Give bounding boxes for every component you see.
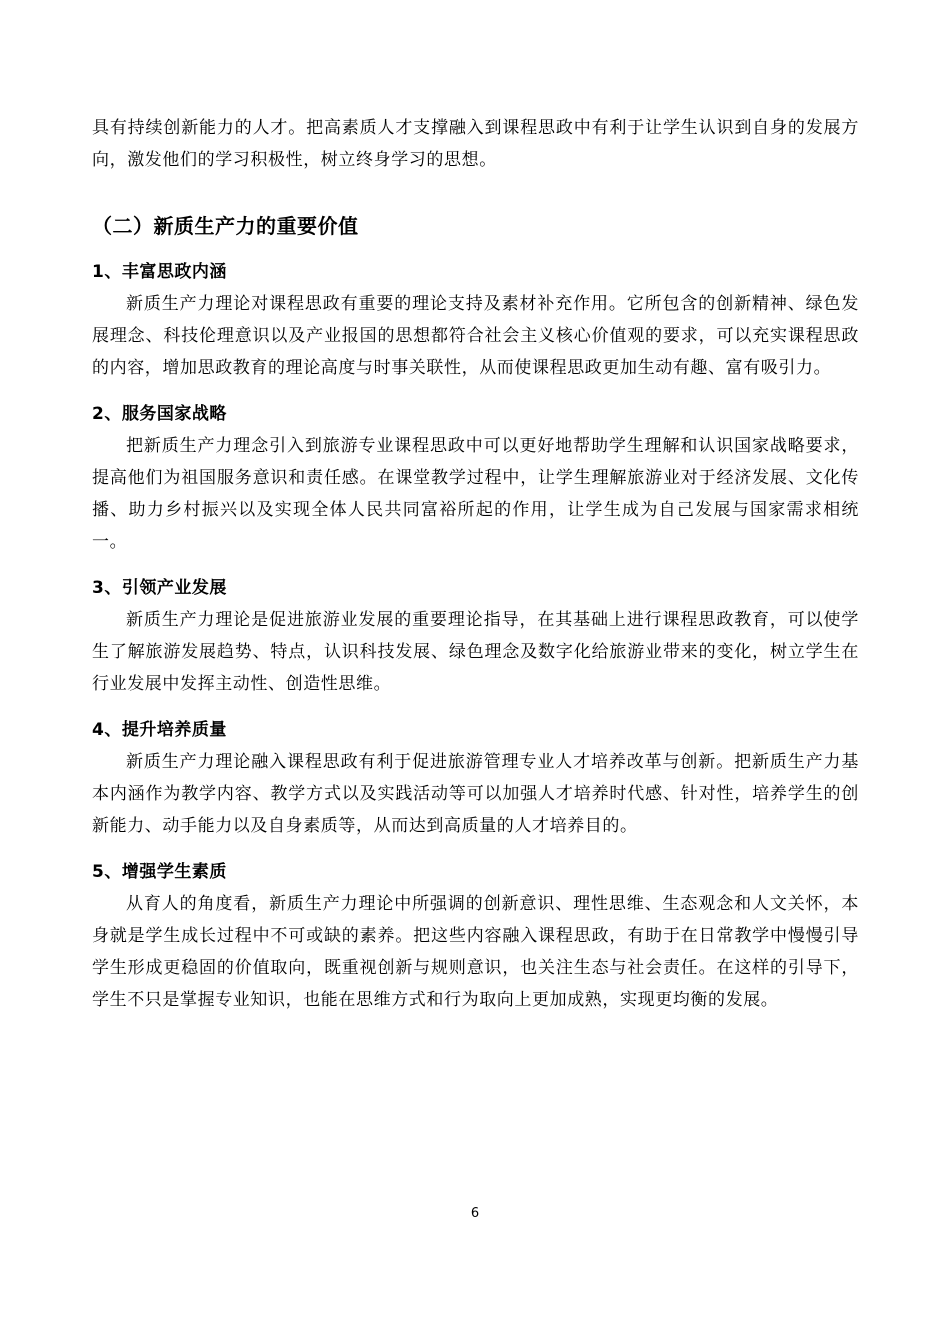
subsection-heading-2: 2、服务国家战略 [92,404,227,424]
subsection-body-3: 新质生产力理论是促进旅游业发展的重要理论指导，在其基础上进行课程思政教育，可以使学生了解旅游发展趋势、特点，认识科技发展、绿色理念及数字化给旅游业带来的变化，树立学生在行业发展中发挥主动性、创造性思维。 [92,610,859,694]
subsection-heading-3: 3、引领产业发展 [92,578,227,598]
subsection-body-5: 从育人的角度看，新质生产力理论中所强调的创新意识、理性思维、生态观念和人文关怀，本身就是学生成长过程中不可或缺的素养。把这些内容融入课程思政，有助于在日常教学中慢慢引导学生形成更稳固的价值取向，既重视创新与规则意识，也关注生态与社会责任。在这样的引导下，学生不只是掌握专业知识，也能在思维方式和行为取向上更加成熟，实现更均衡的发展。 [92,894,859,1010]
subsection-body-1: 新质生产力理论对课程思政有重要的理论支持及素材补充作用。它所包含的创新精神、绿色发展理念、科技伦理意识以及产业报国的思想都符合社会主义核心价值观的要求，可以充实课程思政的内容，增加思政教育的理论高度与时事关联性，从而使课程思政更加生动有趣、富有吸引力。 [92,294,859,378]
section-title: （二）新质生产力的重要价值 [92,214,359,238]
document-page [92,112,859,1016]
subsection-heading-4: 4、提升培养质量 [92,720,227,740]
subsection-body-4: 新质生产力理论融入课程思政有利于促进旅游管理专业人才培养改革与创新。把新质生产力基本内涵作为教学内容、教学方式以及实践活动等可以加强人才培养时代感、针对性，培养学生的创新能力、动手能力以及自身素质等，从而达到高质量的人才培养目的。 [92,752,859,836]
subsection-heading-1: 1、丰富思政内涵 [92,262,227,282]
intro-paragraph: 具有持续创新能力的人才。把高素质人才支撑融入到课程思政中有利于让学生认识到自身的发展方向，激发他们的学习积极性，树立终身学习的思想。 [92,118,859,170]
page-number: 6 [470,1206,480,1221]
subsection-heading-5: 5、增强学生素质 [92,862,227,882]
subsection-body-2: 把新质生产力理念引入到旅游专业课程思政中可以更好地帮助学生理解和认识国家战略要求，提高他们为祖国服务意识和责任感。在课堂教学过程中，让学生理解旅游业对于经济发展、文化传播、助力乡村振兴以及实现全体人民共同富裕所起的作用，让学生成为自己发展与国家需求相统一。 [92,436,859,552]
